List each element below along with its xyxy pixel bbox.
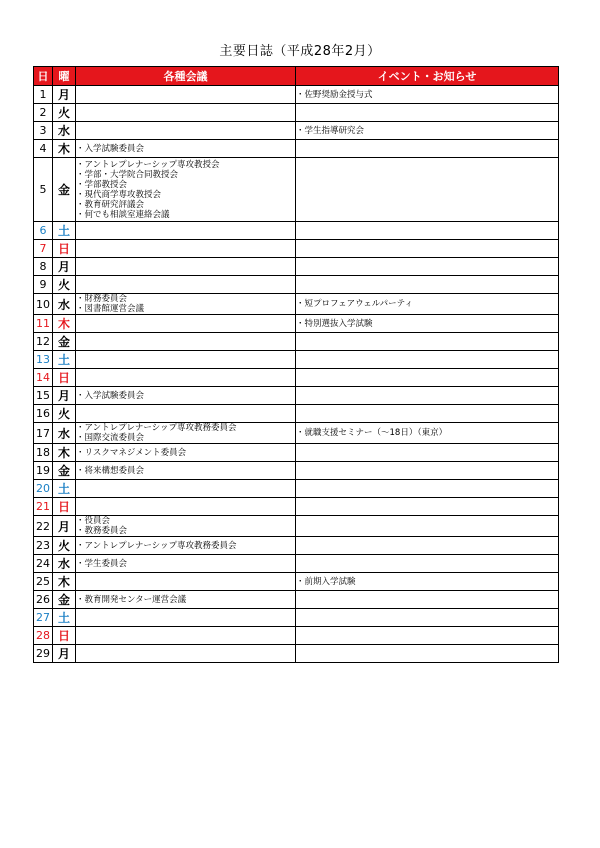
- table-row: [34, 294, 559, 315]
- events-cell: [296, 315, 559, 333]
- meeting-item: ・役員会: [76, 516, 111, 526]
- events-cell: [296, 294, 559, 315]
- weekday: 月: [53, 645, 76, 663]
- day-number: 29: [34, 645, 53, 663]
- meetings-cell: [76, 294, 296, 315]
- events-cell: [296, 387, 559, 405]
- events-cell: [296, 423, 559, 444]
- events-cell: [296, 609, 559, 627]
- events-cell: [296, 405, 559, 423]
- meeting-item: ・何でも相談室連絡会議: [76, 209, 170, 220]
- events-cell: [296, 86, 559, 104]
- meetings-cell: [76, 351, 296, 369]
- events-cell: [296, 240, 559, 258]
- day-number: 16: [34, 405, 53, 423]
- table-row: [34, 104, 559, 122]
- events-cell: [296, 258, 559, 276]
- weekday: 土: [53, 222, 76, 240]
- event-item: ・前期入学試験: [296, 576, 356, 587]
- table-row: [34, 158, 559, 222]
- table-row: [34, 405, 559, 423]
- weekday: 火: [53, 104, 76, 122]
- weekday: 金: [53, 591, 76, 609]
- events-cell: [296, 122, 559, 140]
- meetings-cell: [76, 405, 296, 423]
- events-cell: [296, 276, 559, 294]
- diary-table: [33, 66, 559, 663]
- meeting-item: ・現代商学専攻教授会: [76, 189, 162, 200]
- table-row: [34, 222, 559, 240]
- event-item: ・特別選抜入学試験: [296, 318, 373, 329]
- meetings-cell: [76, 222, 296, 240]
- table-row: [34, 444, 559, 462]
- events-cell: [296, 369, 559, 387]
- day-number: 1: [34, 86, 53, 104]
- day-number: 2: [34, 104, 53, 122]
- meeting-item: ・教育研究評議会: [76, 199, 145, 210]
- meeting-item: ・図書館運営会議: [76, 304, 145, 314]
- meetings-cell: [76, 258, 296, 276]
- table-row: [34, 573, 559, 591]
- table-row: [34, 537, 559, 555]
- day-number: 22: [34, 516, 53, 537]
- weekday: 日: [53, 240, 76, 258]
- day-number: 7: [34, 240, 53, 258]
- meeting-item: ・入学試験委員会: [76, 390, 145, 401]
- meetings-cell: [76, 369, 296, 387]
- events-cell: [296, 645, 559, 663]
- table-row: [34, 423, 559, 444]
- day-number: 12: [34, 333, 53, 351]
- table-row: [34, 86, 559, 104]
- header-weekday: 曜: [53, 67, 76, 86]
- meetings-cell: [76, 276, 296, 294]
- meetings-cell: [76, 140, 296, 158]
- meetings-cell: [76, 158, 296, 222]
- table-row: [34, 333, 559, 351]
- event-item: ・佐野奨励金授与式: [296, 89, 373, 100]
- day-number: 8: [34, 258, 53, 276]
- weekday: 土: [53, 351, 76, 369]
- table-row: [34, 122, 559, 140]
- weekday: 月: [53, 258, 76, 276]
- events-cell: [296, 516, 559, 537]
- events-cell: [296, 498, 559, 516]
- weekday: 日: [53, 498, 76, 516]
- table-row: [34, 276, 559, 294]
- meetings-cell: [76, 122, 296, 140]
- meetings-cell: [76, 645, 296, 663]
- meeting-item: ・将来構想委員会: [76, 465, 145, 476]
- table-row: [34, 516, 559, 537]
- events-cell: [296, 444, 559, 462]
- meeting-item: ・アントレプレナーシップ専攻教授会: [76, 159, 220, 170]
- table-row: [34, 591, 559, 609]
- events-cell: [296, 462, 559, 480]
- weekday: 水: [53, 555, 76, 573]
- events-cell: [296, 333, 559, 351]
- day-number: 6: [34, 222, 53, 240]
- meetings-cell: [76, 387, 296, 405]
- day-number: 9: [34, 276, 53, 294]
- table-body: [34, 86, 559, 663]
- weekday: 月: [53, 86, 76, 104]
- weekday: 火: [53, 405, 76, 423]
- table-row: [34, 387, 559, 405]
- day-number: 20: [34, 480, 53, 498]
- day-number: 4: [34, 140, 53, 158]
- table-row: [34, 240, 559, 258]
- weekday: 月: [53, 387, 76, 405]
- day-number: 5: [34, 158, 53, 222]
- weekday: 火: [53, 276, 76, 294]
- events-cell: [296, 537, 559, 555]
- day-number: 26: [34, 591, 53, 609]
- day-number: 14: [34, 369, 53, 387]
- events-cell: [296, 104, 559, 122]
- weekday: 金: [53, 462, 76, 480]
- meetings-cell: [76, 609, 296, 627]
- meeting-item: ・教育開発センター運営会議: [76, 594, 187, 605]
- day-number: 21: [34, 498, 53, 516]
- events-cell: [296, 555, 559, 573]
- meetings-cell: [76, 315, 296, 333]
- meetings-cell: [76, 104, 296, 122]
- weekday: 木: [53, 140, 76, 158]
- day-number: 10: [34, 294, 53, 315]
- events-cell: [296, 222, 559, 240]
- day-number: 15: [34, 387, 53, 405]
- meeting-item: ・アントレプレナーシップ専攻教務委員会: [76, 540, 237, 551]
- table-row: [34, 315, 559, 333]
- weekday: 水: [53, 294, 76, 315]
- events-cell: [296, 573, 559, 591]
- meetings-cell: [76, 86, 296, 104]
- event-item: ・短プロフェアウェルパーティ: [296, 299, 413, 309]
- table-row: [34, 645, 559, 663]
- table-row: [34, 140, 559, 158]
- meeting-item: ・アントレプレナーシップ専攻教務委員会: [76, 423, 237, 433]
- meetings-cell: [76, 555, 296, 573]
- table-row: [34, 480, 559, 498]
- weekday: 金: [53, 333, 76, 351]
- table-row: [34, 555, 559, 573]
- weekday: 土: [53, 480, 76, 498]
- meeting-item: ・学部教授会: [76, 179, 128, 190]
- events-cell: [296, 158, 559, 222]
- weekday: 火: [53, 537, 76, 555]
- event-item: ・学生指導研究会: [296, 125, 365, 136]
- events-cell: [296, 480, 559, 498]
- meeting-item: ・教務委員会: [76, 526, 128, 536]
- meetings-cell: [76, 573, 296, 591]
- meetings-cell: [76, 516, 296, 537]
- meeting-item: ・リスクマネジメント委員会: [76, 447, 187, 458]
- meeting-item: ・国際交流委員会: [76, 433, 145, 443]
- weekday: 月: [53, 516, 76, 537]
- weekday: 日: [53, 369, 76, 387]
- day-number: 23: [34, 537, 53, 555]
- header-day: 日: [34, 67, 53, 86]
- meetings-cell: [76, 498, 296, 516]
- day-number: 25: [34, 573, 53, 591]
- event-item: ・就職支援セミナー（～18日）（東京）: [296, 428, 448, 438]
- meetings-cell: [76, 240, 296, 258]
- meeting-item: ・学部・大学院合同教授会: [76, 169, 179, 180]
- events-cell: [296, 591, 559, 609]
- meetings-cell: [76, 444, 296, 462]
- day-number: 17: [34, 423, 53, 444]
- weekday: 木: [53, 573, 76, 591]
- weekday: 木: [53, 444, 76, 462]
- meetings-cell: [76, 423, 296, 444]
- events-cell: [296, 627, 559, 645]
- table-row: [34, 258, 559, 276]
- weekday: 水: [53, 122, 76, 140]
- meeting-item: ・財務委員会: [76, 294, 128, 304]
- weekday: 木: [53, 315, 76, 333]
- header-events: イベント・お知らせ: [296, 67, 559, 86]
- table-row: [34, 498, 559, 516]
- events-cell: [296, 140, 559, 158]
- table-row: [34, 369, 559, 387]
- header-meetings: 各種会議: [76, 67, 296, 86]
- weekday: 金: [53, 158, 76, 222]
- table-row: [34, 627, 559, 645]
- events-cell: [296, 351, 559, 369]
- day-number: 19: [34, 462, 53, 480]
- meetings-cell: [76, 537, 296, 555]
- weekday: 日: [53, 627, 76, 645]
- table-header-row: [34, 67, 559, 86]
- weekday: 水: [53, 423, 76, 444]
- table-row: [34, 462, 559, 480]
- table-row: [34, 609, 559, 627]
- table-row: [34, 351, 559, 369]
- page-title: 主要日誌（平成28年2月）: [219, 44, 381, 59]
- meetings-cell: [76, 462, 296, 480]
- day-number: 13: [34, 351, 53, 369]
- meeting-item: ・入学試験委員会: [76, 143, 145, 154]
- weekday: 土: [53, 609, 76, 627]
- day-number: 24: [34, 555, 53, 573]
- day-number: 28: [34, 627, 53, 645]
- day-number: 3: [34, 122, 53, 140]
- day-number: 11: [34, 315, 53, 333]
- day-number: 18: [34, 444, 53, 462]
- meetings-cell: [76, 591, 296, 609]
- day-number: 27: [34, 609, 53, 627]
- meetings-cell: [76, 627, 296, 645]
- meeting-item: ・学生委員会: [76, 558, 128, 569]
- meetings-cell: [76, 333, 296, 351]
- meetings-cell: [76, 480, 296, 498]
